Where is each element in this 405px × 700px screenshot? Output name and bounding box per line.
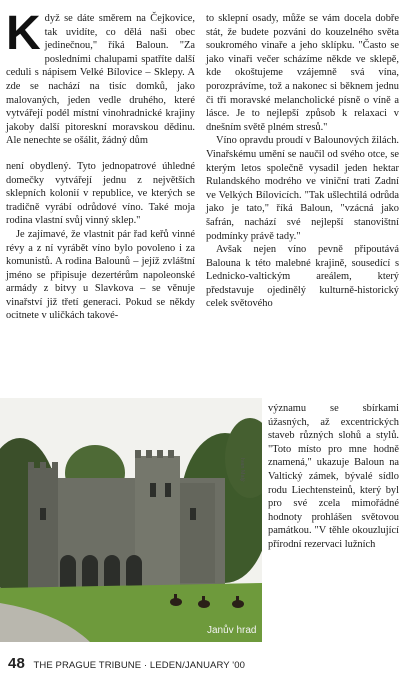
publication-line: THE PRAGUE TRIBUNE · LEDEN/JANUARY '00 xyxy=(33,660,245,671)
article-paragraph: Avšak nejen víno pevně připoutává Balouna k této malebné krajině, sousedící s Lednicko-valtickým areálem, který představuje ojedinělý kulturně-historický celek světového xyxy=(206,244,399,310)
page-footer xyxy=(8,655,398,672)
article-column-wrap xyxy=(268,402,399,552)
article-paragraph: Když se dáte směrem na Čejkovice, tak uvidíte, co dělá naši obec jedinečnou," říká Baloun. "Za posledními chalupami spatříte další ceduli s nápisem Velké Bílovice – Sklepy. A zde se nachází na tisíc domků, jako malovaných, jeden vedle druhého, které vytvářejí podél místní vinohradnické krajiny jakoby další pitoreskní moravskou dědinu. Ale nenechte se ošálit, žádný dům xyxy=(6,7,195,147)
article-column-right xyxy=(206,12,399,311)
photo-caption: Janův hrad xyxy=(207,625,257,636)
castle-photo xyxy=(0,398,262,642)
article-paragraph: Víno opravdu proudí v Balounových žilách. Vinařskému umění se naučil od svého otce, se kterým letos společně vysadil jeden hektar Rulandského modrého ve viniční trati Zadní ve Velkých Bílovicích. "Tak ušlechtilá odrůda jako je tato," říká Baloun, "vzácná jako šafrán, nachází své nejlepší stanovištní podmínky právě tady." xyxy=(206,135,399,242)
article-column-left xyxy=(6,7,195,323)
article-paragraph: Je zajímavé, že vlastnit pár řad keřů vinné révy a z ní vyrábět víno bylo povoleno i za komunistů. A rodina Balounů – jejíž zvláštní jméno se připisuje dezertérům napoleonské armády z bitvy u Slavkova – se věnuje vinařství již třetí generaci. Pokud se někdy ocitnete v uličkách takové- xyxy=(6,228,195,322)
article-paragraph: není obydlený. Tyto jednopatrové úhledné domečky vytvářejí jednu z největších sklepních kolonií v republice, ve kterých se tradičně vyrábí odrůdové víno. Také moja rodina vlastní svůj vinný sklep." xyxy=(6,160,195,227)
page-number: 48 xyxy=(8,655,25,672)
drop-cap: K xyxy=(6,7,41,60)
photo-credit: Ivan Malý xyxy=(239,458,245,482)
article-paragraph: významu se sbírkami úžasných, až excentrických staveb různých slohů a stylů. "Toto místo pro mne hodně znamená," ukazuje Baloun na Valtický zámek, bývalé sídlo rodu Liechtensteinů, který byl pro své zcela mimořádné hodnoty prohlášen světovou památkou. "V těhle okouzlující přírodní rezervaci lužních xyxy=(268,403,399,550)
article-paragraph: to sklepní osady, může se vám docela dobře stát, že budete pozváni do kouzelného světa soukromého vinaře a jeho sklípku. "Často se jako vinaři večer scházíme někde ve sklepě, kde okoštujeme vzájemně svá vína, porozprávíme, tož a nakonec si běknem jednu či tři moravské melancholické písně o víně a lásce. Je to nejlepší způsob k relaxaci v dnešním světě plném stresů." xyxy=(206,13,399,133)
